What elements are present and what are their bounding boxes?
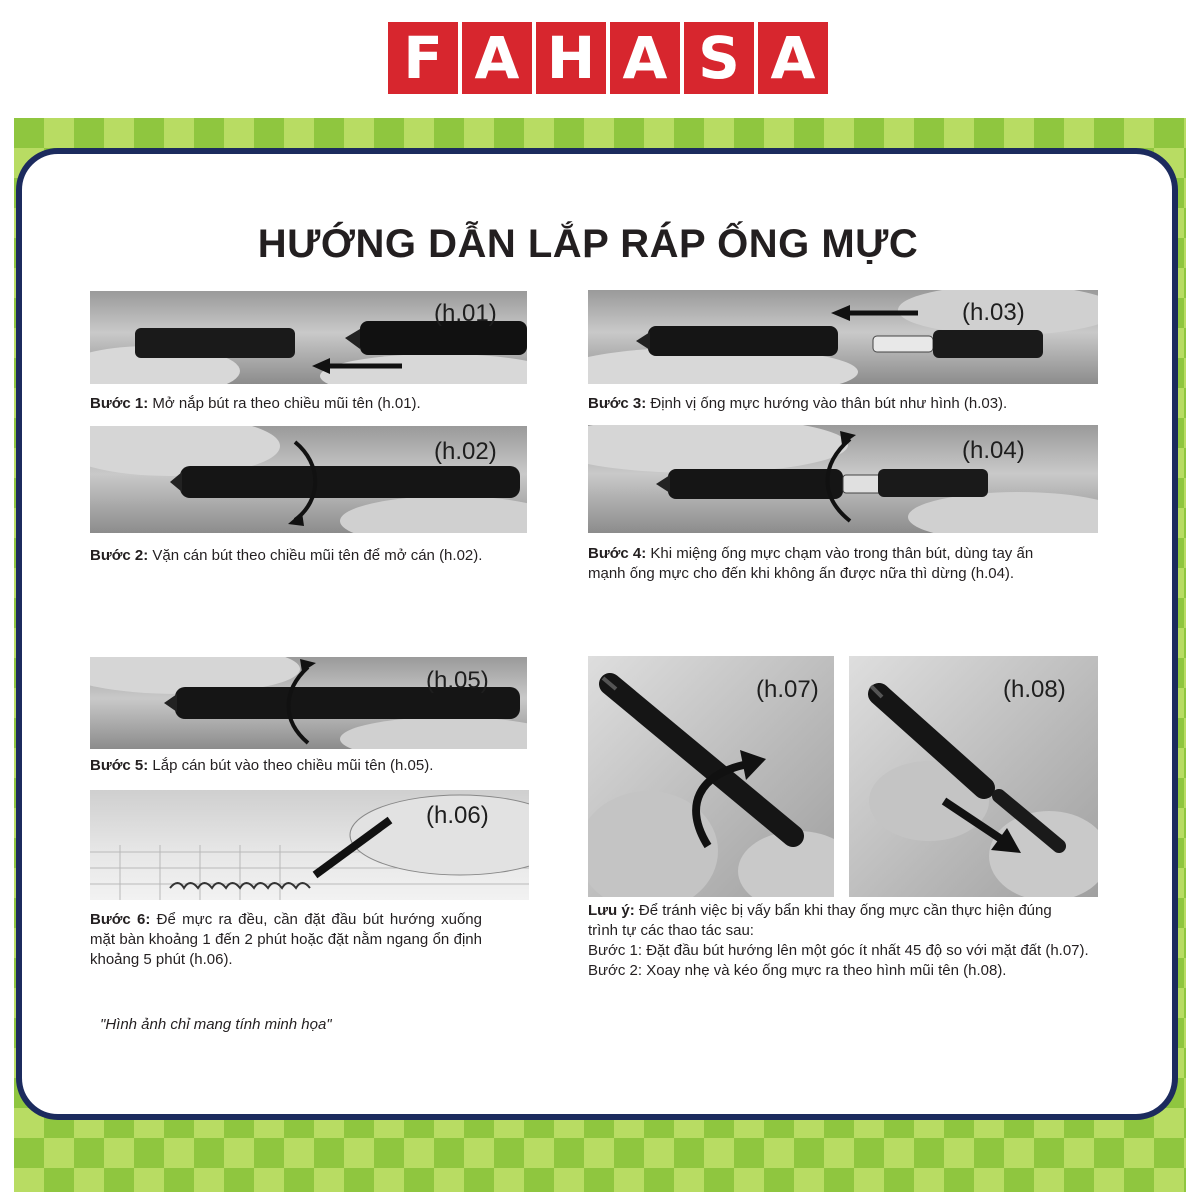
step-6-caption <box>90 910 482 970</box>
figure-label-h06: (h.06) <box>426 802 489 829</box>
logo-letter: H <box>536 22 606 94</box>
step-3-caption <box>588 394 1108 414</box>
note-line-2: Bước 2: Xoay nhẹ và kéo ống mực ra theo hình mũi tên (h.08). <box>588 962 1007 979</box>
step-1-text: Mở nắp bút ra theo chiều mũi tên (h.01). <box>148 395 421 412</box>
step-6-heading: Bước 6: <box>90 911 151 928</box>
figure-label-h08: (h.08) <box>1003 676 1066 703</box>
note-line-1: Bước 1: Đặt đầu bút hướng lên một góc ít nhất 45 độ so với mặt đất (h.07). <box>588 942 1089 959</box>
figure-label-h02: (h.02) <box>434 438 497 465</box>
logo-letter: A <box>758 22 828 94</box>
logo-letter: F <box>388 22 458 94</box>
step-4-heading: Bước 4: <box>588 545 647 562</box>
logo-letter: A <box>610 22 680 94</box>
note-text: Để tránh việc bị vấy bẩn khi thay ống mực cần thực hiện đúng trình tự các thao tác sau: <box>588 902 1052 939</box>
step-4-text: Khi miệng ống mực chạm vào trong thân bút, dùng tay ấn mạnh ống mực cho đến khi không ấn được nữa thì dừng (h.04). <box>588 545 1034 582</box>
step-5-caption <box>90 756 570 776</box>
figure-label-h07: (h.07) <box>756 676 819 703</box>
step-1-heading: Bước 1: <box>90 395 149 412</box>
step-1-caption <box>90 394 570 414</box>
step-2-caption <box>90 546 570 566</box>
logo-letter: A <box>462 22 532 94</box>
step-2-text: Vặn cán bút theo chiều mũi tên để mở cán (h.02). <box>148 547 483 564</box>
note-caption <box>588 901 1148 981</box>
step-5-heading: Bước 5: <box>90 757 149 774</box>
figure-label-h05: (h.05) <box>426 667 489 694</box>
figure-label-h03: (h.03) <box>962 299 1025 326</box>
step-3-heading: Bước 3: <box>588 395 647 412</box>
step-4-caption <box>588 544 1058 584</box>
step-6-text: Để mực ra đều, cần đặt đầu bút hướng xuống mặt bàn khoảng 1 đến 2 phút hoặc đặt nằm ngang ổn định khoảng 5 phút (h.06). <box>90 911 482 968</box>
figure-label-h01: (h.01) <box>434 300 497 327</box>
note-heading: Lưu ý: <box>588 902 635 919</box>
fahasa-logo <box>388 22 828 94</box>
logo-letter: S <box>684 22 754 94</box>
disclaimer: "Hình ảnh chỉ mang tính minh họa" <box>100 1016 332 1033</box>
step-5-text: Lắp cán bút vào theo chiều mũi tên (h.05). <box>148 757 434 774</box>
step-2-heading: Bước 2: <box>90 547 149 564</box>
page-title: HƯỚNG DẪN LẮP RÁP ỐNG MỰC <box>257 222 919 266</box>
step-3-text: Định vị ống mực hướng vào thân bút như hình (h.03). <box>646 395 1008 412</box>
figure-label-h04: (h.04) <box>962 437 1025 464</box>
